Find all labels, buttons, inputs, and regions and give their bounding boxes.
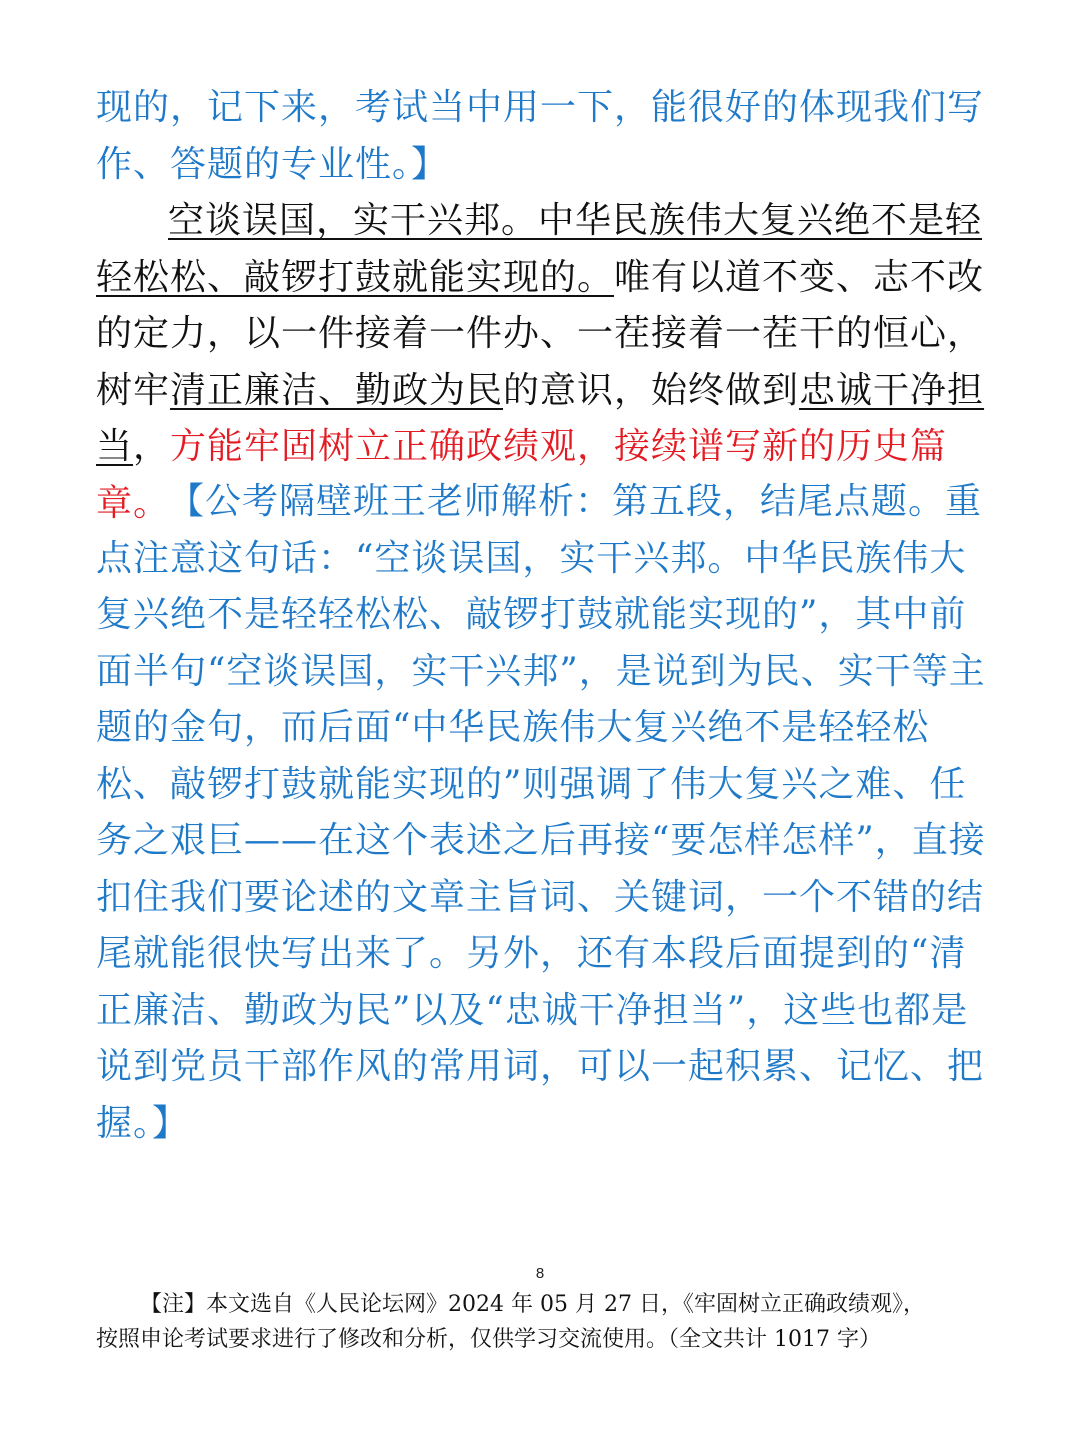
underlined-slogan: 空谈误国，实干兴邦。中华民族伟大复兴绝不是轻轻松松、敲锣打鼓就能实现的。 <box>96 200 983 298</box>
analysis-text: 【公考隔壁班王老师解析：第五段，结尾点题。重点注意这句话：“空谈误国，实干兴邦。中华民族伟大复兴绝不是轻轻松松、敲锣打鼓就能实现的”，其中前面半句“空谈误国，实干兴邦”，是说到为民、实干等主题的金句，而后面“中华民族伟大复兴绝不是轻轻松松、敲锣打鼓就能实现的”则强调了伟大复兴之难、任务之艰巨——在这个表述之后再接“要怎样怎样”，直接扣住我们要论述的文章主旨词、关键词，一个不错的结尾就能很快写出来了。另外，还有本段后面提到的“清正廉洁、勤政为民”以及“忠诚干净担当”，这些也都是说到党员干部作风的常用词，可以一起积累、记忆、把握。】 <box>96 481 986 1144</box>
main-text-part1: 唯有以道不变、志不改的定力，以一件接着一件办、一茬接着一茬干的恒心，树牢 <box>96 256 985 411</box>
intro-paragraph-end <box>96 80 988 193</box>
main-text-part3: ， <box>133 426 171 467</box>
analysis-paragraph <box>96 474 988 1152</box>
underlined-phrase-loyalty: 忠诚干净担当 <box>96 369 985 467</box>
highlighted-conclusion: 方能牢固树立正确政绩观，接续谱写新的历史篇章。 <box>96 426 948 524</box>
footnote <box>96 1287 996 1357</box>
underlined-phrase-integrity: 清正廉洁、勤政为民 <box>170 369 504 411</box>
footnote-line-2: 按照申论考试要求进行了修改和分析，仅供学习交流使用。（全文共计 1017 字） <box>96 1327 881 1352</box>
page-number: 8 <box>535 1265 545 1282</box>
main-text-part2: 的意识，始终做到 <box>503 369 800 411</box>
footnote-line-1: 【注】本文选自《人民论坛网》2024 年 05 月 27 日，《牢固树立正确政绩观》， <box>140 1292 925 1317</box>
intro-text: 现的，记下来，考试当中用一下，能很好的体现我们写作、答题的专业性。】 <box>96 87 985 185</box>
